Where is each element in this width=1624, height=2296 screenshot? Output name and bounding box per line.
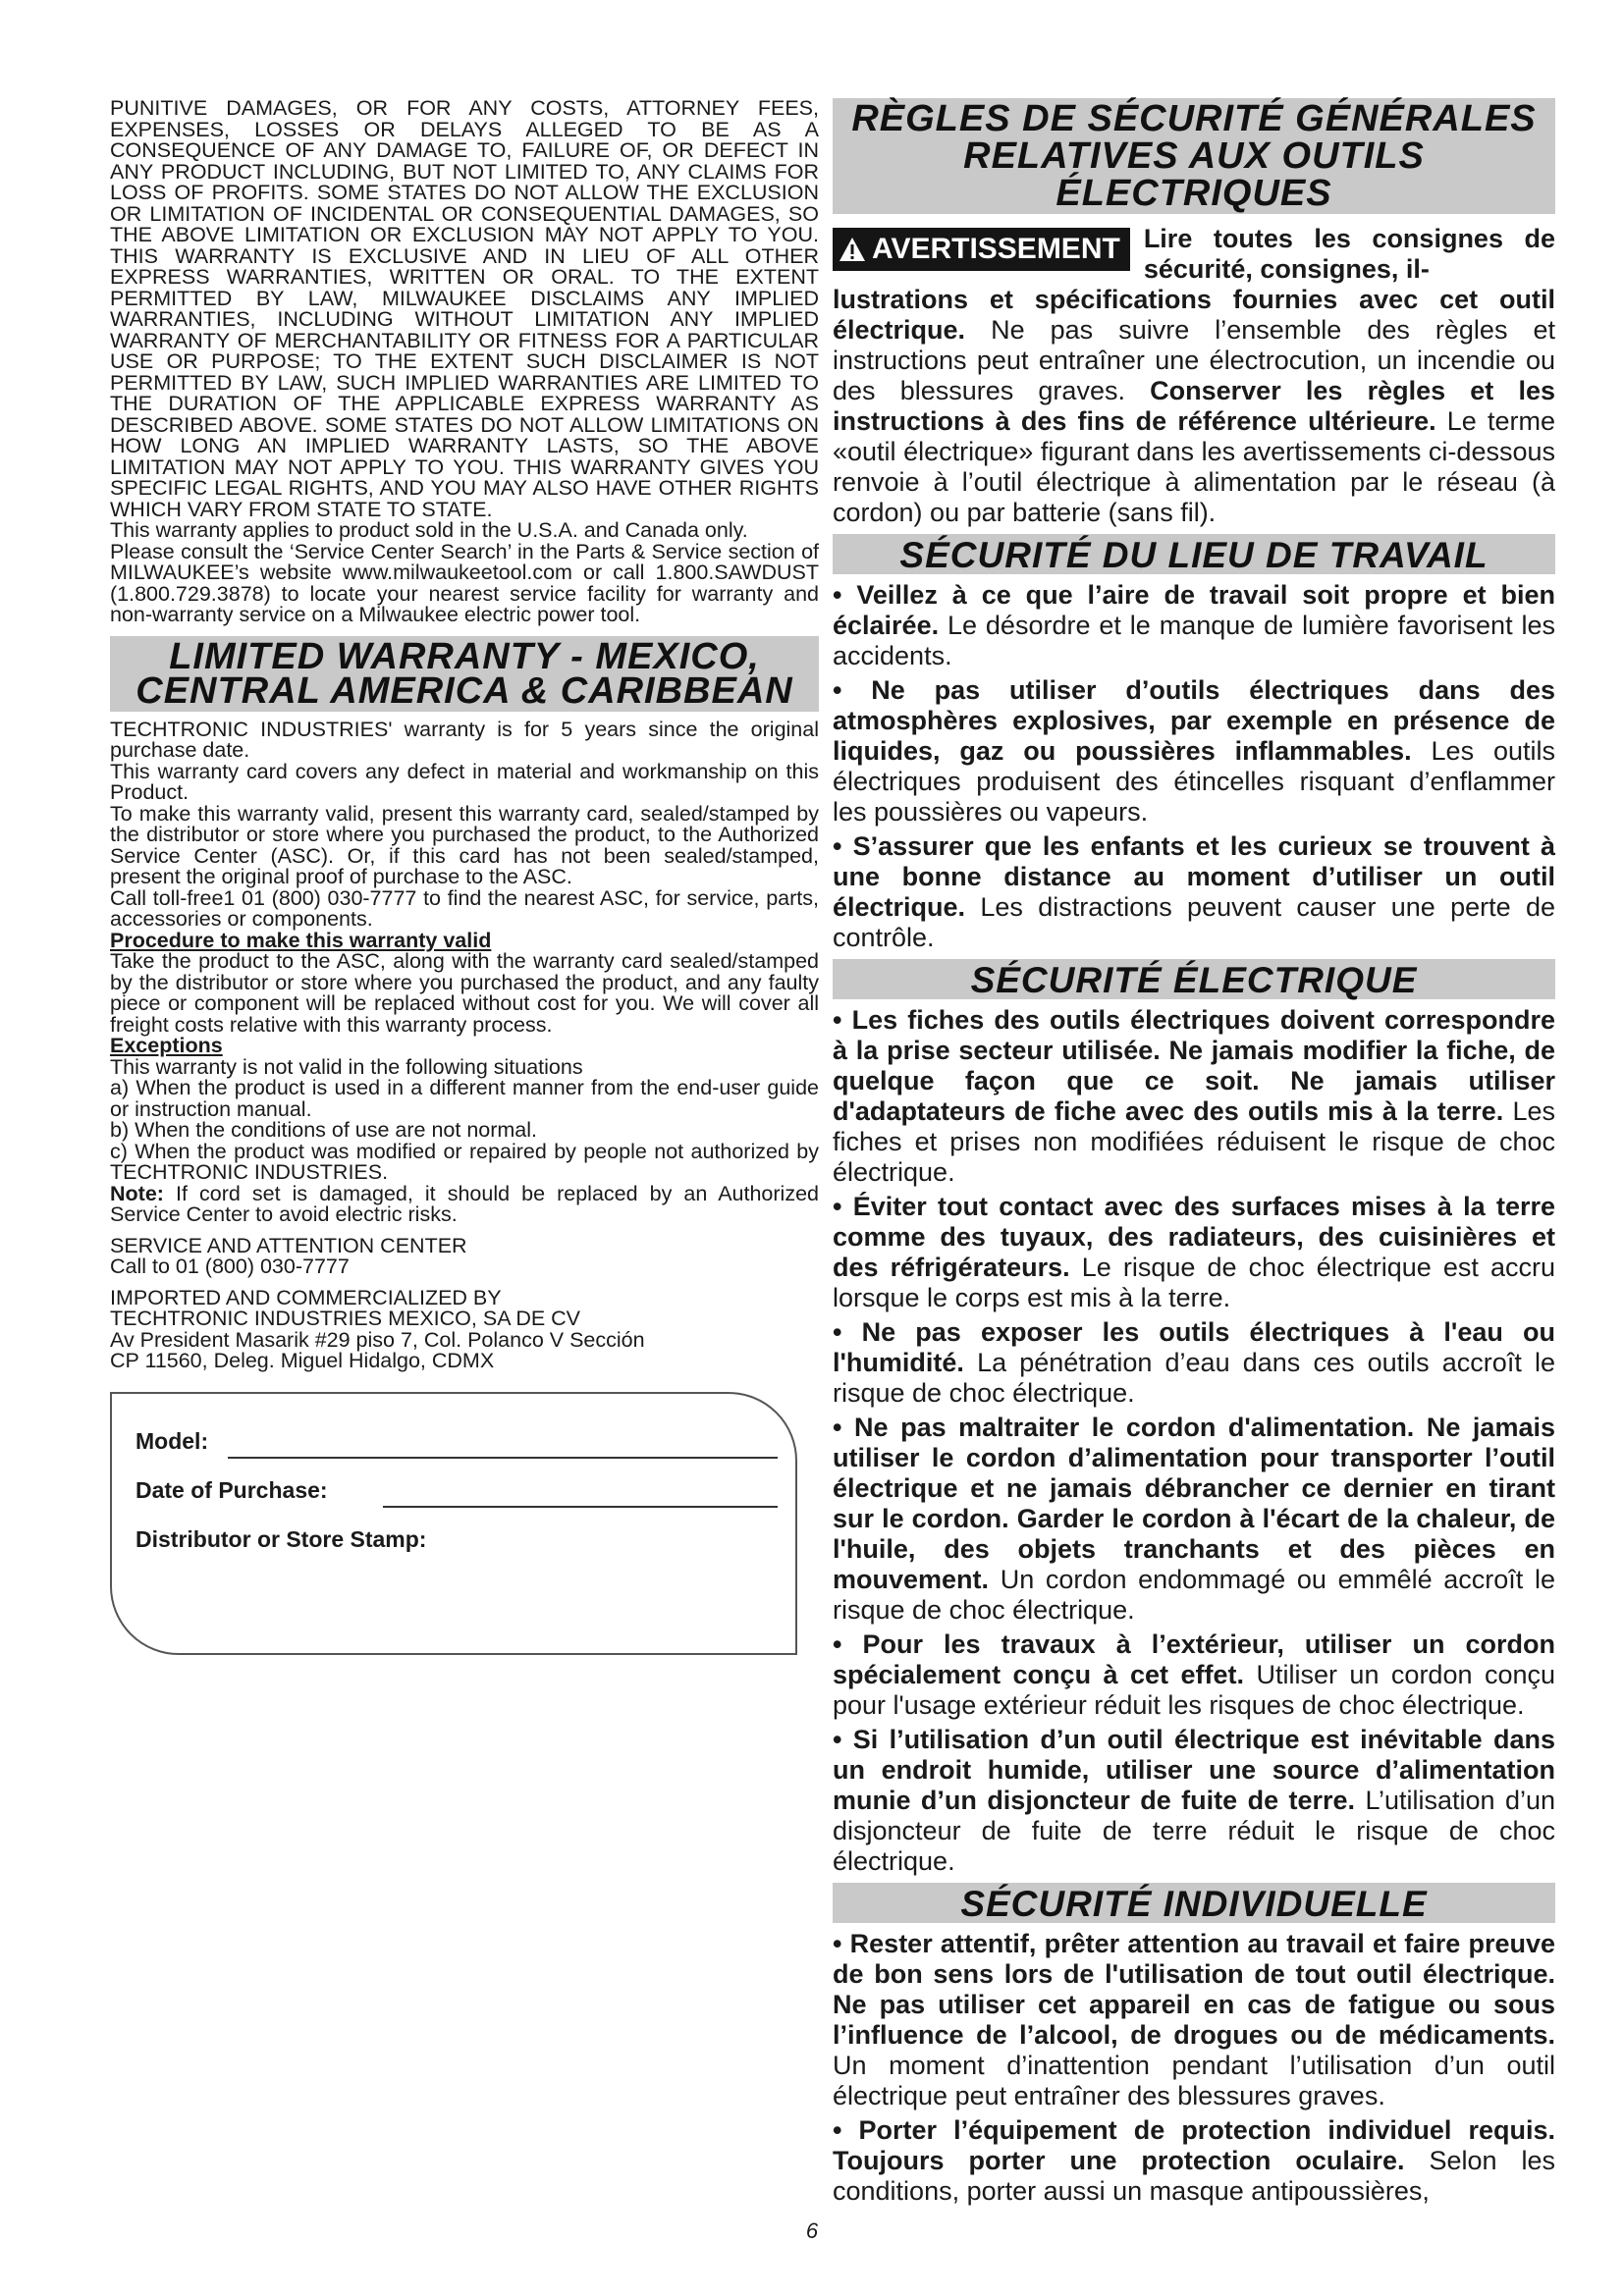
exception-b: b) When the conditions of use are not normal.: [110, 1118, 538, 1142]
general-safety-banner: [833, 98, 1555, 214]
warning-text-1: Ne pas suivre l’ensemble des règles et instructions peut entraîner une électrocution, un incendie ou des blessures graves.: [833, 315, 1555, 405]
general-banner-line-2: RELATIVES AUX OUTILS ÉLECTRIQUES: [963, 135, 1425, 214]
personal-safety-banner: SÉCURITÉ INDIVIDUELLE: [833, 1883, 1555, 1923]
warning-header: [833, 224, 1555, 285]
warning-paragraph: [833, 285, 1555, 528]
ti-warranty-paragraph: [110, 717, 819, 762]
banner-line-1: LIMITED WARRANTY - MEXICO,: [169, 635, 760, 677]
elec-bullet-1: [833, 1005, 1555, 1188]
work-bullet-1: [833, 580, 1555, 671]
elec-bullet-4: [833, 1413, 1555, 1626]
indiv-bullet-2-bold: • Porter l’équipement de protection individuel requis. Toujours porter une protection oculaire.: [833, 2115, 1555, 2175]
exceptions-heading: Exceptions: [110, 1034, 223, 1057]
store-stamp-label: Distributor or Store Stamp:: [135, 1525, 427, 1552]
exception-c: c) When the product was modified or repaired by people not authorized by TECHTRONIC INDUSTRIES.: [110, 1139, 819, 1184]
note-paragraph: [110, 1181, 819, 1226]
procedure-text: Take the product to the ASC, along with the warranty card sealed/stamped by the distributor or store where you purchased the product, and any faulty piece or component will be replaced without cost for you. We will cover all freight costs relative with this warranty process.: [110, 949, 819, 1037]
procedure-heading: Procedure to make this warranty valid: [110, 928, 492, 952]
indiv-bullet-2-text: Selon les conditions, porter aussi un masque antipoussières,: [833, 2146, 1556, 2206]
work-bullet-2-text: Les outils électriques produisent des étincelles risquant d’enflammer les poussières ou vapeurs.: [833, 736, 1555, 827]
note-label: Note:: [110, 1181, 164, 1205]
indiv-bullet-1-bold: • Rester attentif, prêter attention au travail et faire preuve de bon sens lors de l'utilisation de tout outil électrique. Ne pas utiliser cet appareil en cas de fatigue ou sous l’influence de l’alcool, de drogues ou de médicaments.: [833, 1929, 1555, 2050]
right-column: [833, 98, 1556, 2206]
date-of-purchase-label: Date of Purchase:: [135, 1476, 328, 1503]
model-field[interactable]: [228, 1457, 778, 1459]
page-number: 6: [805, 2218, 819, 2243]
warning-badge-text: AVERTISSEMENT: [872, 233, 1120, 265]
elec-bullet-2-bold: • Éviter tout contact avec des surfaces mises à la terre comme des tuyaux, des radiateurs, des cuisinières et des réfrigérateurs.: [833, 1192, 1555, 1282]
elec-bullet-5: [833, 1629, 1555, 1721]
banner-line-2: CENTRAL AMERICA & CARIBBEAN: [135, 669, 793, 712]
warning-bold-2: Conserver les règles et les instructions à des fins de référence ultérieure.: [833, 376, 1555, 436]
indiv-bullet-2: [833, 2115, 1555, 2207]
importer-name: TECHTRONIC INDUSTRIES MEXICO, SA DE CV: [110, 1307, 581, 1330]
warning-badge: [833, 228, 1130, 271]
elec-bullet-1-bold: • Les fiches des outils électriques doivent correspondre à la prise secteur utilisée. Ne jamais modifier la fiche, de quelque façon que ce soit. Ne jamais utiliser d'adaptateurs de fiche avec des outils mis à la terre.: [833, 1005, 1555, 1126]
elec-bullet-5-bold: • Pour les travaux à l’extérieur, utiliser un cordon spécialement conçu à cet effet.: [833, 1629, 1555, 1689]
work-bullet-1-bold: • Veillez à ce que l’aire de travail soit propre et bien éclairée.: [833, 580, 1555, 640]
indiv-bullet-1: [833, 1929, 1555, 2111]
exceptions-intro: This warranty is not valid in the following situations: [110, 1054, 583, 1079]
elec-bullet-3-bold: • Ne pas exposer les outils électriques à l'eau ou l'humidité.: [833, 1317, 1555, 1377]
warning-side-text: Lire toutes les consignes de sécurité, consignes, il-: [1143, 224, 1555, 284]
elec-bullet-4-text: Un cordon endommagé ou emmêlé accroît le risque de choc électrique.: [833, 1565, 1555, 1625]
indiv-bullet-1-text: Un moment d’inattention pendant l’utilisation d’un outil électrique peut entraîner des blessures graves.: [833, 2051, 1555, 2110]
elec-bullet-6-text: L’utilisation d’un disjoncteur de fuite de terre réduit le risque de choc électrique.: [833, 1786, 1555, 1876]
elec-bullet-3: [833, 1317, 1555, 1409]
elec-bullet-4-bold: • Ne pas maltraiter le cordon d'alimentation. Ne jamais utiliser le cordon d’alimentation pour transporter l’outil électrique et ne jamais débrancher ce dernier en tirant sur le cordon. Garder le cordon à l'écart de la chaleur, de l'huile, des objets tranchants et des pièces en mouvement.: [833, 1413, 1555, 1594]
call-toll-free: Call toll-free1 01 (800) 030-7777 to find the nearest ASC, for service, parts, accessories or components.: [110, 885, 819, 931]
elec-bullet-3-text: La pénétration d’eau dans ces outils accroît le risque de choc électrique.: [833, 1348, 1555, 1408]
elec-bullet-6-bold: • Si l’utilisation d’un outil électrique est inévitable dans un endroit humide, utiliser une source d’alimentation munie d’un disjoncteur de fuite de terre.: [833, 1725, 1555, 1815]
warning-text-2: Le terme «outil électrique» figurant dans les avertissements ci-dessous renvoie à l’outil électrique à alimentation par le réseau (à cordon) ou par batterie (sans fil).: [833, 406, 1555, 527]
warning-triangle-icon: [839, 237, 866, 262]
elec-bullet-5-text: Utiliser un cordon conçu pour l'usage extérieur réduit les risques de choc électrique.: [833, 1660, 1555, 1720]
warranty-applies: This warranty applies to product sold in the U.S.A. and Canada only.: [110, 518, 748, 542]
work-bullet-3-bold: • S’assurer que les enfants et les curieux se trouvent à une bonne distance au moment d’utiliser un outil électrique.: [833, 831, 1555, 922]
service-center-title: SERVICE AND ATTENTION CENTER: [110, 1233, 467, 1257]
elec-bullet-2-text: Le risque de choc électrique est accru lorsque le corps est mis à la terre.: [833, 1253, 1555, 1312]
service-center-consult: Please consult the ‘Service Center Search’ in the Parts & Service section of MILWAUKEE’s website www.milwaukeetool.com or call 1.800.SAWDUST (1.800.729.3878) to locate your nearest service facility for warranty and non-warranty service on a Milwaukee electric power tool.: [110, 539, 819, 626]
work-bullet-3-text: Les distractions peuvent causer une perte de contrôle.: [833, 892, 1555, 952]
card-covers: This warranty card covers any defect in material and workmanship on this Product.: [110, 759, 819, 804]
work-area-banner: SÉCURITÉ DU LIEU DE TRAVAIL: [833, 534, 1555, 574]
elec-bullet-1-text: Les fiches et prises non modifiées réduisent le risque de choc électrique.: [833, 1096, 1555, 1187]
imported-by: IMPORTED AND COMMERCIALIZED BY: [110, 1285, 502, 1309]
work-bullet-2: [833, 675, 1555, 828]
electrical-safety-banner: SÉCURITÉ ÉLECTRIQUE: [833, 959, 1555, 999]
elec-bullet-6: [833, 1725, 1555, 1877]
to-make-valid: To make this warranty valid, present this warranty card, sealed/stamped by the distributor or store where you purchased the product, to the Authorized Service Center (ASC). Or, if this card has not been sealed/stamped, present the original proof of purchase to the ASC.: [110, 801, 819, 888]
importer-address-2: CP 11560, Deleg. Miguel Hidalgo, CDMX: [110, 1349, 495, 1372]
exception-a: a) When the product is used in a different manner from the end-user guide or instruction manual.: [110, 1076, 819, 1121]
left-column: [110, 98, 819, 2199]
importer-address-1: Av President Masarik #29 piso 7, Col. Polanco V Sección: [110, 1327, 645, 1352]
elec-bullet-2: [833, 1192, 1555, 1313]
work-bullet-1-text: Le désordre et le manque de lumière favorisent les accidents.: [833, 611, 1555, 670]
warranty-card-box: [110, 1392, 797, 1655]
model-label: Model:: [135, 1427, 209, 1454]
warranty-disclaimer: PUNITIVE DAMAGES, OR FOR ANY COSTS, ATTORNEY FEES, EXPENSES, LOSSES OR DELAYS ALLEGED TO BE AS A CONSEQUENCE OF ANY DAMAGE TO, FAILURE OF, OR DEFECT IN ANY PRODUCT INCLUDING, BUT NOT LIMITED TO, ANY CLAIMS FOR LOSS OF PROFITS. SOME STATES DO NOT ALLOW THE EXCLUSION OR LIMITATION OF INCIDENTAL OR CONSEQUENTIAL DAMAGES, SO THE ABOVE LIMITATION OR EXCLUSION MAY NOT APPLY TO YOU. THIS WARRANTY IS EXCLUSIVE AND IN LIEU OF ALL OTHER EXPRESS WARRANTIES, WRITTEN OR ORAL. TO THE EXTENT PERMITTED BY LAW, MILWAUKEE DISCLAIMS ANY IMPLIED WARRANTIES, INCLUDING WITHOUT LIMITATION ANY IMPLIED WARRANTY OF MERCHANTABILITY OR FITNESS FOR A PARTICULAR USE OR PURPOSE; TO THE EXTENT SUCH DISCLAIMER IS NOT PERMITTED BY LAW, SUCH IMPLIED WARRANTIES ARE LIMITED TO THE DURATION OF THE APPLICABLE EXPRESS WARRANTY AS DESCRIBED ABOVE. SOME STATES DO NOT ALLOW LIMITATIONS ON HOW LONG AN IMPLIED WARRANTY LASTS, SO THE ABOVE LIMITATION MAY NOT APPLY TO YOU. THIS WARRANTY GIVES YOU SPECIFIC LEGAL RIGHTS, AND YOU MAY ALSO HAVE OTHER RIGHTS WHICH VARY FROM STATE TO STATE.: [110, 96, 819, 521]
ti-name: TECHTRONIC INDUSTRIES': [110, 717, 393, 741]
service-center-phone: Call to 01 (800) 030-7777: [110, 1255, 350, 1278]
limited-warranty-banner: [110, 636, 819, 712]
note-text: If cord set is damaged, it should be replaced by an Authorized Service Center to avoid electric risks.: [110, 1181, 819, 1226]
work-bullet-2-bold: • Ne pas utiliser d’outils électriques dans des atmosphères explosives, par exemple en présence de liquides, gaz ou poussières inflammables.: [833, 675, 1555, 766]
warning-bold-1: lustrations et spécifications fournies avec cet outil électrique.: [833, 285, 1555, 345]
ti-text: warranty is for 5 years since the original purchase date.: [110, 717, 819, 762]
date-of-purchase-field[interactable]: [383, 1506, 778, 1508]
work-bullet-3: [833, 831, 1555, 953]
general-banner-line-1: RÈGLES DE SÉCURITÉ GÉNÉRALES: [851, 98, 1537, 139]
